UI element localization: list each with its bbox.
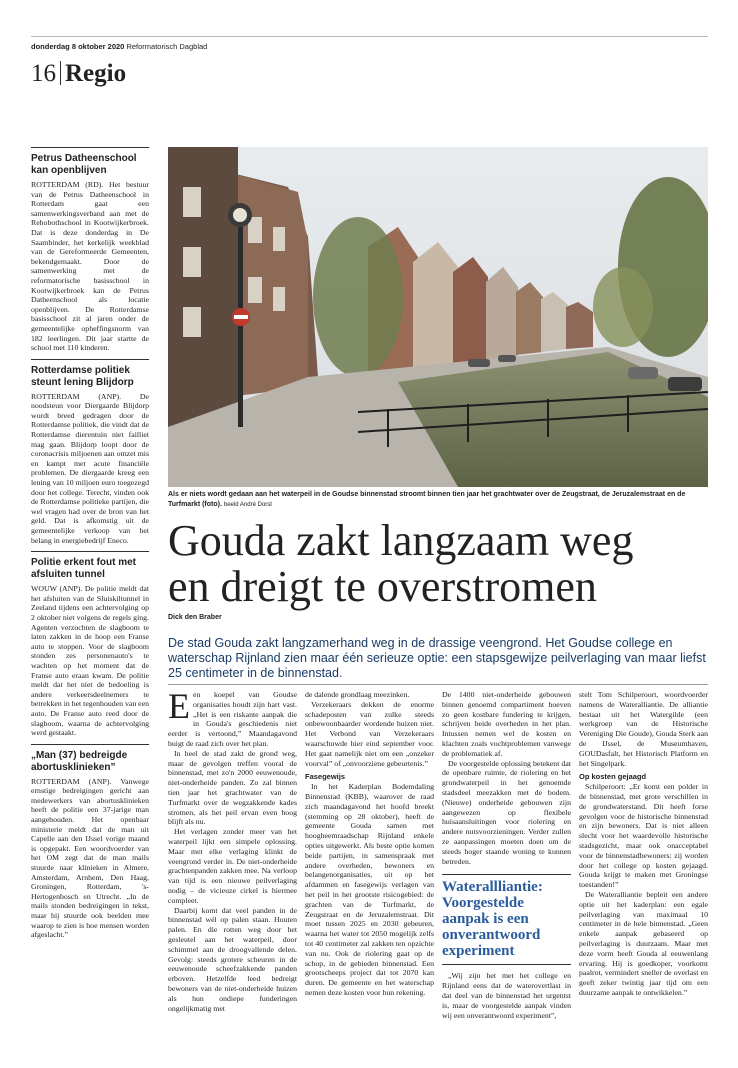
sidebar-article-body: ROTTERDAM (ANP). Vanwege ernstige bedreigingen gericht aan medewerkers van abortusklinieken heeft de politie een 37-jarige man aangehouden. Het openbaar ministerie meldt dat de man uit Capelle aan den IJssel vorige maand is opgepakt. Een woordvoerder van het OM zegt dat de man mails stuurde naar klinieken in Almere, Amsterdam, Arnhem, Den Haag, Groningen, Rotterdam, 's-Hertogenbosch en Utrecht. „In de mails stonden bedreigingen in tekst, maar hij stuurde ook beelden mee waarop te zien is hoe mensen worden afgeslacht.” <box>31 776 149 940</box>
paragraph: De 1400 niet-onderheide gebouwen binnen genoemd compartiment hoeven zo geen kostbare fundering te krijgen, schrijven beide overheden in het plan. Intussen nemen wel de kosten en klachten zoals vochtproblemen vanwege de problematiek af. <box>442 690 571 758</box>
newspaper-name: Reformatorisch Dagblad <box>126 42 208 51</box>
paragraph: De Wateralliantie bepleit een andere optie uit het kaderplan: een egale peilverlaging van maximaal 10 centimeter in de hele binnenstad. „Geen enkele aanpak gebaseerd op peilverlaging is duurzaam. Maar met deze vorm heeft Gouda al eeuwenlang ervaring. Hij is goedkoper, voorkomt paalrot, vermindert sneller de overlast en geeft zeker twintig jaar tijd om een duurzame aanpak te ontwikkelen.” <box>579 889 708 997</box>
subheading: Op kosten gejaagd <box>579 772 647 782</box>
intro-divider <box>168 684 708 685</box>
subheading: Fasegewijs <box>305 772 346 782</box>
paragraph: „Wij zijn het met het college en Rijnland eens dat de waterovertlast in dat deel van de binnenstad het urgentst is, maar de voorgestelde aanpak vinden wij een onverantwoord experiment”, <box>442 971 571 1020</box>
issue-date: donderdag 8 oktober 2020 <box>31 42 125 51</box>
paragraph: In het Kaderplan Bodemdaling Binnenstad (KBB), waarover de raad zich maandagavond het hoofd breekt (stemming op 28 oktober), heeft de gemeente Gouda samen met hoogheemraadschap Rijnland enkele opties uitgewerkt. Als beste optie komen beide partijen, in samenspraak met andere overheden, bewoners en belangenorganisaties, uit op het afdammen en fasegewijs verlagen van het peil in het grootste risicogebied: de grachten van de Turfmarkt, de Zeugstraat en de Jeruzalemstraat. Dit moet tussen 2025 en 2030 gebeuren, waarna het water tot 2050 mogelijk zelfs tot 40 centimeter zal zakken ten opzichte van nu. Ook de riolering gaat op de schop, in de gebieden binnenstad. Een grootscheeps project dat tot 2070 kan duren. De gemeente en het waterschap nemen deze kosten voor hun rekening. <box>305 782 434 997</box>
paragraph: Schilperoort: „Er komt een polder in de binnenstad, met grote verschillen in de grondwaterstand. Dit heeft forse gevolgen voor de historische binnenstad en zijn bewoners. Dat is niet alleen slecht voor het waardevolle historische stadsgezicht, maar ook onacceptabel voor de binnenstadbewoners: zij worden door het college op kosten gejaagd. Gouda krijgt te maken met Groningse toestanden!” <box>579 782 708 890</box>
paragraph: Daarbij komt dat veel panden in de binnenstad wél op palen staan. Houten palen. En die rotten weg door het gesleutel aan het waterpeil, door schimmel aan de droogvallende delen. Gevolg: steeds grotere scheuren in de eeuwenoude scheefzakkende panden erboven. Hetzelfde leed bedreigt bewoners van de niet-onderheide huizen als hun ondiepe funderingen ongelijkmatig met <box>168 905 297 1013</box>
dropcap-letter: E <box>168 686 190 726</box>
dateline <box>31 42 207 51</box>
sidebar-article-title: Rotterdamse politiek steunt lening Blijdorp <box>31 364 134 388</box>
article-column-1 <box>168 686 297 1013</box>
headline-line: en dreigt te overstromen <box>168 562 597 611</box>
headline-line: Gouda zakt langzaam weg <box>168 516 634 565</box>
byline: Dick den Braber <box>168 614 222 621</box>
page-header <box>31 60 126 88</box>
article-intro: De stad Gouda zakt langzamerhand weg in de drassige veengrond. Het Goudse college en waterschap Rijnland zien maar één serieuze optie: een stapsgewijze peilverlaging van maar liefst 25 centimeter in de binnenstad. <box>168 636 706 680</box>
top-rule <box>31 36 708 37</box>
paragraph: Een koepel van Goudse organisaties houdt zijn hart vast. „Het is een riskante aanpak die in Gouda's geschiedenis niet eerder is vertoond,” Maandagavond buigt de raad zich over het plan. <box>168 686 297 748</box>
paragraph: De voorgestelde oplossing betekent dat de openbare ruimte, de riolering en het grondwaterpeil in het genoemde stadsdeel meezakken met de bodem. (Nieuwe) onderheide gebouwen zijn aangewezen op flexibele huisaansluitingen voor riolering en andere nutsvoorzieningen. Verder zullen ze aanpassingen moeten doen om de steeds hoger staande woning te kunnen betreden. <box>442 758 571 866</box>
sidebar-article-body: ROTTERDAM (ANP). De noodsteun voor Diergaarde Blijdorp wordt breed gedragen door de Rotterdamse politiek, die vindt dat de Rotterdamse dierentuin niet failliet mag gaan. Blijdorp loopt door de coronacrisis miljoenen aan omzet mis en kampt met acute financiële problemen. De diergaarde kreeg een lening van 10 miljoen euro toegezegd door het college. Terecht, vinden ook de Rotterdamse politieke partijen, die wel vragen had over de bron van het geld. Dat is afkomstig uit de gemeentelijke verkoop van het belang in energiebedrijf Eneco. <box>31 391 149 545</box>
article-headline <box>168 518 728 610</box>
article-column-3 <box>442 690 571 1020</box>
paragraph: In heel de stad zakt de grond weg, maar de gevolgen treffen vooral de binnenstad, met zo'n 2000 eeuwenoude, niet-onderheide panden. Zo zal binnen tien jaar het grachtwater van de Turfmarkt over de wegzakkende kades stromen, als het peil ervan even hoog blijft als nu. <box>168 748 297 827</box>
pull-quote: Waterallliantie: Voorgestelde aanpak is een onverantwoord experiment <box>442 874 571 965</box>
sidebar-article-title: „Man (37) bedreigde abortusklinieken” <box>31 749 128 773</box>
header-divider <box>60 61 61 85</box>
sidebar-article-body: ROTTERDAM (RD). Het bestuur van de Petrus Datheenschool in Rotterdam gaat een samenwerkingsverband aan met de Rehobothschool in Kootwijkerbroek. Dat is deze donderdag in De Saambinder, het kerkelijk weekblad van de Gereformeerde Gemeenten, bekendgemaakt. Door de samenwerking met de reformatorische basisschool in Kootwijkerbroek kan de Petrus Datheenschool als locatie openblijven. De Rotterdamse basisschool zit al jaren onder de gemeentelijke opheffingsnorm van 182 leerlingen. Dit jaar startte de school met 110 kinderen. <box>31 180 149 353</box>
section-title: Regio <box>65 60 127 87</box>
sidebar-article-title: Petrus Datheenschool kan openblijven <box>31 153 137 176</box>
sidebar-article <box>31 551 149 738</box>
sidebar-article <box>31 147 149 353</box>
sidebar-article <box>31 359 149 546</box>
paragraph: Het verlagen zonder meer van het waterpeil lijkt een simpele oplossing. Maar met elke verlaging klinkt de veengrond verder in. De niet-onderheide grachtenpanden zakken mee. Na verloop van tijd is een nieuwe peilverlaging nodig – de vicieuze cirkel is hiermee compleet. <box>168 827 297 905</box>
paragraph: stelt Tom Schilperoort, woordvoerder namens de Wateralliantie. De alliantie bestaat uit het Watergilde (een werkgroep van de Historische Vereniging Die Goude), Gouda Sterk aan de IJssel, de Museumhaven, GOUDasfalt, het Historisch Platform en het Singelpark. <box>579 690 708 768</box>
sidebar-article-title: Politie erkent fout met afsluiten tunnel <box>31 557 137 581</box>
gouda-canal-illustration <box>168 147 708 487</box>
canal-photo <box>168 147 708 487</box>
photo-caption <box>168 490 708 510</box>
sidebar-article-body: WOUW (ANP). De politie meldt dat het afsluiten van de Sluiskiltunnel in Zeeland tijdens een achtervolging op 2 oktober niet volgens de regels ging. Agenten verzochten de slagboom te laten zakken in de hoop een Franse auto te stoppen. Voor de slagboom stonden zes personenauto's te wachten op het moment dat de Franse auto eraan kwam. De politie meldt dat het niet de bedoeling is andere verkeersdeelnemers te betrekken in het tegenhouden van een auto. De Franse auto reed door de slagboom, waarna de achtervolging werd gestaakt. <box>31 584 149 738</box>
sidebar-article <box>31 744 149 940</box>
article-column-4 <box>579 690 708 998</box>
paragraph: Verzekeraars dekken de enorme schadeposten van zulke steeds onbewoonbaarder wordende huizen niet. Het Verbond van Verzekeraars waarschuwde hier eind september voor. Het gaat namelijk niet om een „onzeker voorval” of „onvoorziene gebeurtenis.” <box>305 699 434 768</box>
paragraph: de dalende grondlaag meezinken. <box>305 690 410 699</box>
photo-credit: beeld André Dorst <box>223 502 272 508</box>
caption-text: Als er niets wordt gedaan aan het waterpeil in de Goudse binnenstad stroomt binnen tien jaar het grachtwater over de Zeugstraat, de Jeruzalemstraat en de Turfmarkt (foto). <box>168 491 686 508</box>
news-sidebar <box>31 147 149 946</box>
page-number: 16 <box>31 60 56 87</box>
article-column-2 <box>305 690 434 998</box>
